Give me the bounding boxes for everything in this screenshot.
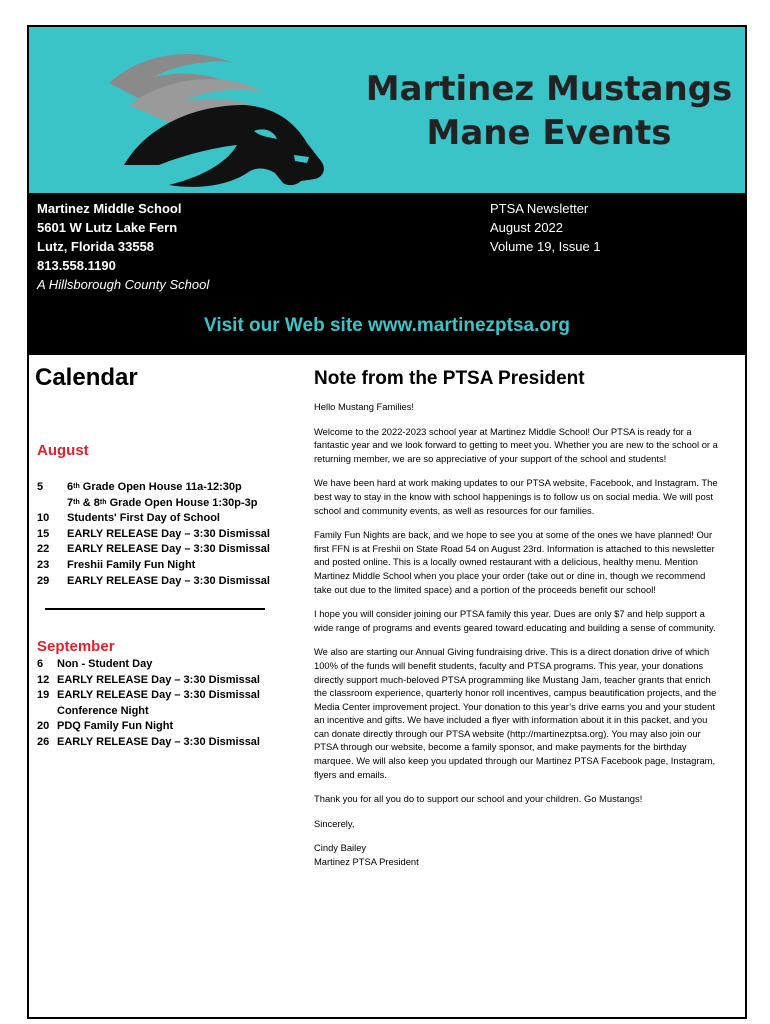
event-day: 22 xyxy=(37,543,50,556)
event-day xyxy=(37,704,57,720)
event-day: 29 xyxy=(37,574,50,587)
event-day: 12 xyxy=(37,673,50,686)
event-text: Non - Student Day xyxy=(57,658,153,670)
school-info xyxy=(37,199,209,294)
section-divider xyxy=(45,608,265,610)
school-address-1: 5601 W Lutz Lake Fern xyxy=(37,220,178,235)
website-link[interactable]: Visit our Web site www.martinezptsa.org xyxy=(203,315,570,336)
school-district: A Hillsborough County School xyxy=(37,277,210,292)
calendar-event xyxy=(37,673,277,689)
event-text: Students' First Day of School xyxy=(67,512,220,525)
president-note xyxy=(314,368,719,869)
letter-paragraph: Family Fun Nights are back, and we hope to see you at some of the ones we have planned! Our first FFN is at Freshii on State Road 54 on August 23rd. Information is attached to this newsletter and posted online. This is a locally owned restaurant with a delicious, healthy menu. Mention Martinez Middle School when you place your order (take out or dine in, though we recommend take out due to the limited space) and a portion of the proceeds benefit our school! xyxy=(314,529,715,595)
mustang-horse-logo-icon xyxy=(69,35,339,195)
event-text: Conference Night xyxy=(57,704,149,717)
signer-title: Martinez PTSA President xyxy=(314,856,419,868)
calendar-event xyxy=(37,574,277,590)
september-events xyxy=(37,657,277,751)
event-day: 10 xyxy=(37,512,50,525)
title-line-2: Mane Events xyxy=(426,113,672,153)
september-heading: September xyxy=(37,638,115,655)
august-events xyxy=(37,480,277,589)
event-day: 20 xyxy=(37,720,50,733)
school-phone: 813.558.1190 xyxy=(37,258,116,273)
event-text: EARLY RELEASE Day – 3:30 Dismissal xyxy=(57,689,260,702)
letter-closing: Sincerely, xyxy=(314,817,355,829)
event-text: 6th Grade Open House 11a-12:30p xyxy=(67,481,242,493)
event-day: 26 xyxy=(37,735,50,748)
masthead xyxy=(27,25,747,195)
calendar-event xyxy=(37,558,277,574)
calendar-column xyxy=(35,360,275,748)
event-text: 7th & 8th Grade Open House 1:30p-3p xyxy=(67,496,258,509)
calendar-event xyxy=(37,657,277,673)
newsletter-volume: Volume 19, Issue 1 xyxy=(490,239,601,254)
newsletter-date: August 2022 xyxy=(490,220,564,235)
calendar-event xyxy=(37,704,277,720)
event-day: 19 xyxy=(37,689,50,702)
august-heading: August xyxy=(37,442,89,459)
event-text: Freshii Family Fun Night xyxy=(67,558,196,571)
calendar-event xyxy=(37,496,277,512)
calendar-event xyxy=(37,735,277,751)
signer-name: Cindy Bailey xyxy=(314,842,367,854)
calendar-event xyxy=(37,542,277,558)
newsletter-name: PTSA Newsletter xyxy=(490,201,589,216)
school-address-2: Lutz, Florida 33558 xyxy=(37,239,155,254)
calendar-event xyxy=(37,480,277,496)
calendar-event xyxy=(37,527,277,543)
event-day: 5 xyxy=(37,481,44,493)
letter-paragraph: We have been hard at work making updates to our PTSA website, Facebook, and Instagram. The best way to stay in the know with school happenings is to follow us on social media. We will post school and community events, as well as resources for our families. xyxy=(314,477,718,516)
letter-greeting: Hello Mustang Families! xyxy=(314,401,415,412)
calendar-event xyxy=(37,719,277,735)
event-day: 23 xyxy=(37,558,50,571)
calendar-title: Calendar xyxy=(35,364,138,391)
event-text: EARLY RELEASE Day – 3:30 Dismissal xyxy=(57,673,260,686)
newsletter-title xyxy=(329,67,769,155)
letter-body xyxy=(314,400,719,869)
event-text: EARLY RELEASE Day – 3:30 Dismissal xyxy=(67,527,270,540)
event-text: EARLY RELEASE Day – 3:30 Dismissal xyxy=(67,574,270,587)
calendar-event xyxy=(37,688,277,704)
event-day: 6 xyxy=(37,658,44,670)
title-line-1: Martinez Mustangs xyxy=(365,69,733,109)
president-note-title: Note from the PTSA President xyxy=(314,368,585,389)
letter-paragraph: We also are starting our Annual Giving fundraising drive. This is a direct donation drive of which 100% of the funds will benefit students, faculty and PTSA programs. This year, your donations directly support much-beloved PTSA programming like Mustang Jam, teacher grants that enrich the classroom experience, quarterly honor roll incentives, campus beautification projects, and the Media Center improvement project. Your donation to this year’s drive earns you and your student an incentive and gifts. We have included a flyer with information about it in this packet, and you can donate directly through our PTSA website (http://martinezptsa.org). You may also join our PTSA through our website, become a family sponsor, and make payments for the birthday marquee. We will also keep you updated through our Martinez PTSA Facebook page, Instagram, flyers and emails. xyxy=(314,646,717,780)
letter-paragraph: Welcome to the 2022-2023 school year at Martinez Middle School! Our PTSA is ready for a fantastic year and we look forward to getting to meet you. Whether you are new to the school or a returning member, we are so appreciative of your support of the school and students! xyxy=(314,425,718,464)
letter-paragraph: I hope you will consider joining our PTSA family this year. Dues are only $7 and help support a wide range of programs and events geared toward educating and building a sense of community. xyxy=(314,608,716,633)
school-name: Martinez Middle School xyxy=(37,201,182,216)
event-text: EARLY RELEASE Day – 3:30 Dismissal xyxy=(57,735,260,748)
calendar-event xyxy=(37,511,277,527)
newsletter-info xyxy=(490,199,601,256)
event-text: EARLY RELEASE Day – 3:30 Dismissal xyxy=(67,543,270,556)
event-day: 15 xyxy=(37,527,50,540)
event-text: PDQ Family Fun Night xyxy=(57,720,174,733)
letter-paragraph: Thank you for all you do to support our school and your children. Go Mustangs! xyxy=(314,793,643,805)
info-bar xyxy=(27,195,747,355)
event-day xyxy=(37,496,67,512)
